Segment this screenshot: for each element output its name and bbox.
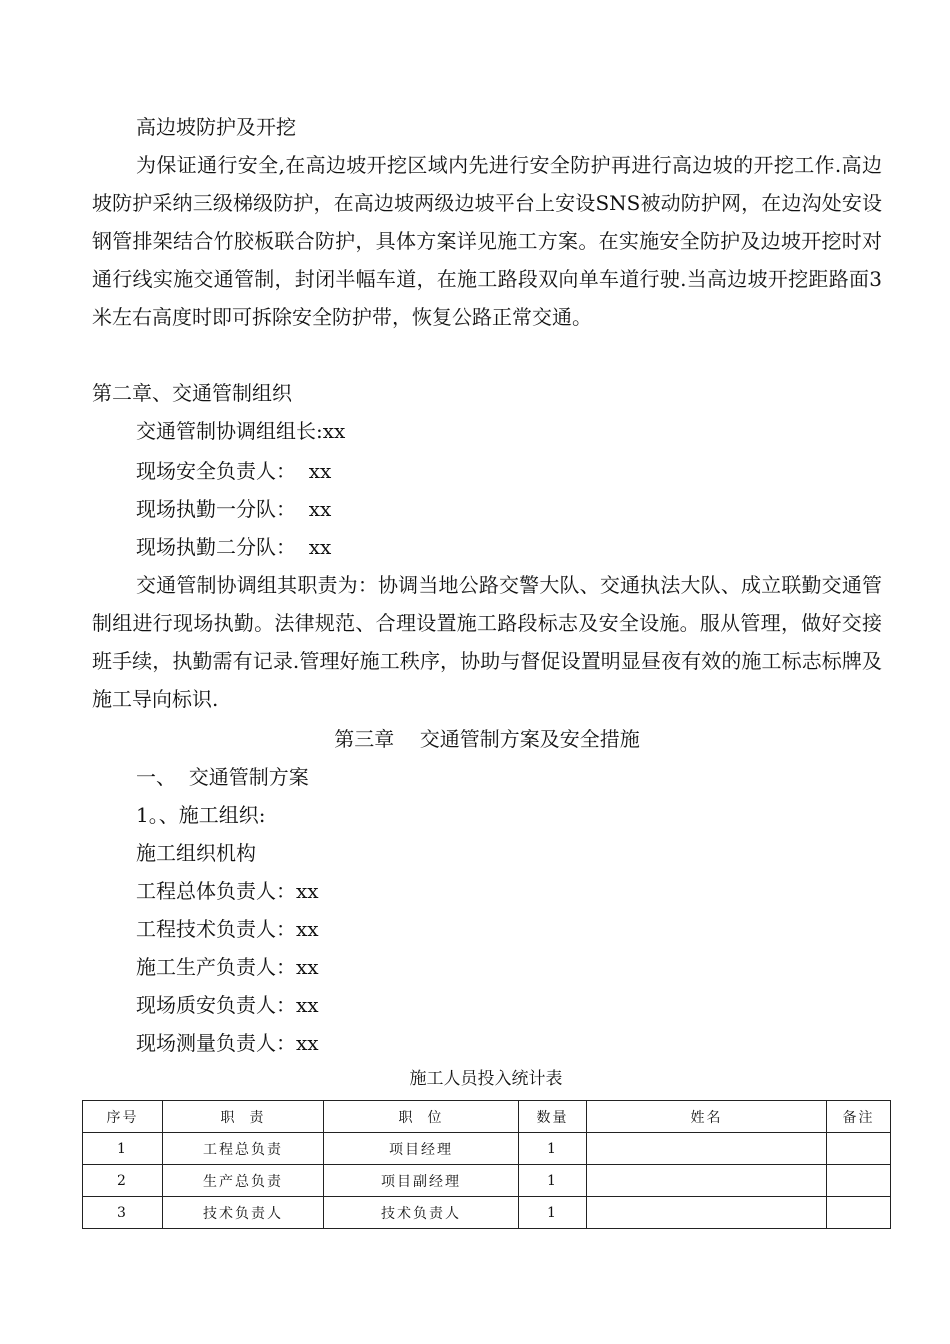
- cell-name: [587, 1165, 827, 1197]
- header-qty: 数量: [519, 1101, 587, 1133]
- chapter-3-title: 第三章 交通管制方案及安全措施: [334, 727, 640, 751]
- quality-safety-lead: 现场质安负责人：xx: [136, 993, 319, 1017]
- chapter-2-title: 第二章、交通管制组织: [92, 381, 292, 405]
- cell-name: [587, 1133, 827, 1165]
- cell-remark: [827, 1165, 891, 1197]
- section-1-title: 一、 交通管制方案: [136, 765, 309, 789]
- tech-lead: 工程技术负责人：xx: [136, 917, 319, 941]
- paragraph-slope-protection: 为保证通行安全,在高边坡开挖区域内先进行安全防护再进行高边坡的开挖工作.高边坡防护采纳三级梯级防护，在高边坡两级边坡平台上安设SNS被动防护网，在边沟处安设钢管排架结合竹胶板联合防护，具体方案详见施工方案。在实施安全防护及边坡开挖时对通行线实施交通管制，封闭半幅车道，在施工路段双向单车道行驶.当高边坡开挖距路面3米左右高度时即可拆除安全防护带，恢复公路正常交通。: [92, 153, 882, 329]
- cell-no: 3: [83, 1197, 163, 1229]
- safety-lead: 现场安全负责人： xx: [136, 459, 332, 483]
- header-position: 职 位: [324, 1101, 519, 1133]
- table-row: [83, 1165, 891, 1197]
- header-duty: 职 责: [163, 1101, 324, 1133]
- cell-duty: 生产总负责: [163, 1165, 324, 1197]
- item-1: 1。、施工组织:: [136, 803, 266, 827]
- cell-position: 项目经理: [324, 1133, 519, 1165]
- duty-squad-2: 现场执勤二分队： xx: [136, 535, 332, 559]
- coordination-leader: 交通管制协调组组长:xx: [136, 419, 346, 443]
- table-row: [83, 1133, 891, 1165]
- personnel-table: [82, 1100, 891, 1229]
- table-header-row: [83, 1101, 891, 1133]
- cell-remark: [827, 1197, 891, 1229]
- cell-qty: 1: [519, 1133, 587, 1165]
- cell-qty: 1: [519, 1197, 587, 1229]
- cell-duty: 工程总负责: [163, 1133, 324, 1165]
- heading-slope: 高边坡防护及开挖: [136, 115, 296, 139]
- duty-squad-1: 现场执勤一分队： xx: [136, 497, 332, 521]
- cell-duty: 技术负责人: [163, 1197, 324, 1229]
- table-caption: 施工人员投入统计表: [409, 1069, 563, 1089]
- paragraph-duties: 交通管制协调组其职责为：协调当地公路交警大队、交通执法大队、成立联勤交通管制组进行现场执勤。法律规范、合理设置施工路段标志及安全设施。服从管理，做好交接班手续，执勤需有记录.管理好施工秩序，协助与督促设置明显昼夜有效的施工标志标牌及施工导向标识.: [92, 573, 882, 711]
- cell-no: 1: [83, 1133, 163, 1165]
- cell-position: 技术负责人: [324, 1197, 519, 1229]
- survey-lead: 现场测量负责人：xx: [136, 1031, 319, 1055]
- cell-remark: [827, 1133, 891, 1165]
- header-no: 序号: [83, 1101, 163, 1133]
- table-row: [83, 1197, 891, 1229]
- header-name: 姓名: [587, 1101, 827, 1133]
- production-lead: 施工生产负责人：xx: [136, 955, 319, 979]
- cell-no: 2: [83, 1165, 163, 1197]
- org-structure: 施工组织机构: [136, 841, 256, 865]
- overall-lead: 工程总体负责人：xx: [136, 879, 319, 903]
- cell-qty: 1: [519, 1165, 587, 1197]
- cell-position: 项目副经理: [324, 1165, 519, 1197]
- cell-name: [587, 1197, 827, 1229]
- header-remark: 备注: [827, 1101, 891, 1133]
